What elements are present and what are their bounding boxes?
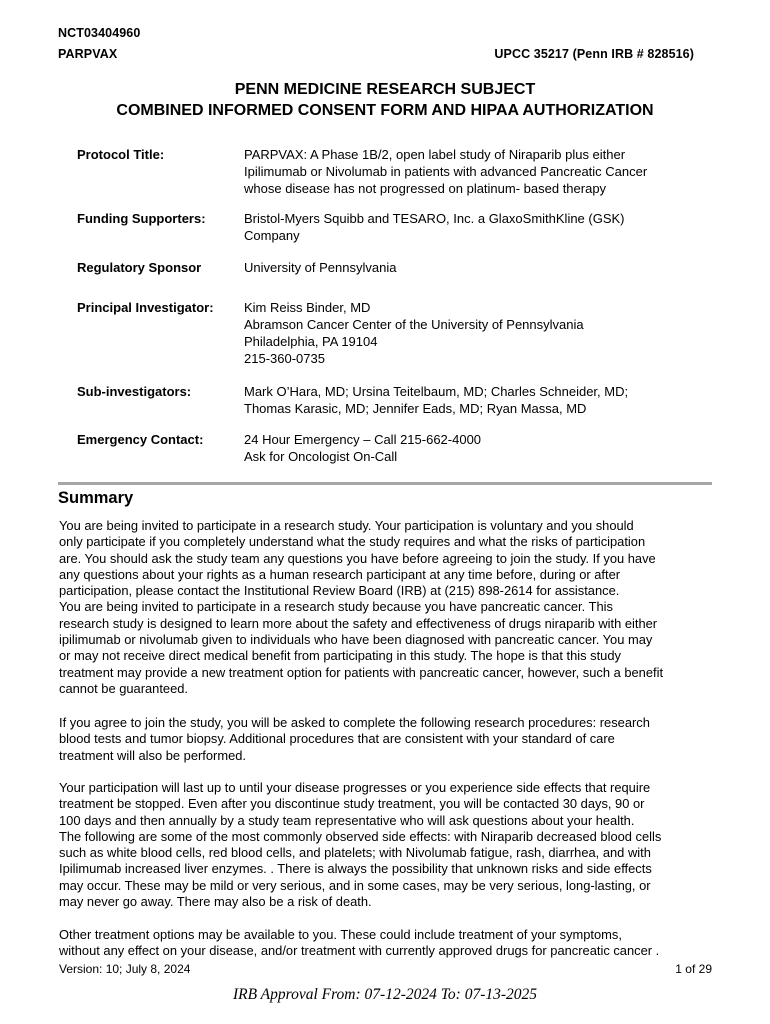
text-line: participation, please contact the Institutional Review Board (IRB) at (215) 898-2614 for assistance.: [59, 583, 620, 599]
text-line: are. You should ask the study team any questions you have before agreeing to join the study. If you have: [59, 550, 656, 566]
document-title-line-1: PENN MEDICINE RESEARCH SUBJECT: [234, 81, 536, 98]
regulatory-sponsor-value: [244, 259, 714, 276]
protocol-title-label: Protocol Title:: [77, 147, 165, 162]
text-line: treatment will also be performed.: [59, 747, 246, 763]
value-line: Thomas Karasic, MD; Jennifer Eads, MD; Ryan Massa, MD: [244, 401, 587, 416]
text-line: 100 days and then annually by a study team representative who will ask questions about your health.: [59, 812, 635, 828]
text-line: may never go away. There may also be a risk of death.: [59, 894, 372, 910]
value-line: Company: [244, 228, 300, 243]
principal-investigator-value: [244, 299, 714, 367]
study-short-title: PARPVAX: [58, 47, 118, 61]
value-line: Ask for Oncologist On-Call: [244, 449, 398, 464]
value-line: PARPVAX: A Phase 1B/2, open label study of Niraparib plus either: [244, 147, 626, 162]
value-line: Abramson Cancer Center of the University of Pennsylvania: [244, 317, 584, 332]
emergency-contact-value: [244, 431, 714, 465]
irb-approval-stamp: IRB Approval From: 07-12-2024 To: 07-13-2025: [232, 986, 538, 1003]
value-line: Ipilimumab or Nivolumab in patients with advanced Pancreatic Cancer: [244, 164, 648, 179]
text-line: Ipilimumab increased liver enzymes. . There is always the possibility that unknown risks and side effects: [59, 861, 652, 877]
text-line: ipilimumab or nivolumab given to individuals who have been diagnosed with pancreatic cancer. You may: [59, 632, 653, 648]
text-line: You are being invited to participate in a research study. Your participation is voluntary and you should: [59, 518, 634, 533]
text-line: may occur. These may be mild or very serious, and in some cases, may be very serious, long-lasting, or: [59, 877, 651, 893]
emergency-contact-label: Emergency Contact:: [77, 432, 204, 447]
text-line: You are being invited to participate in a research study because you have pancreatic cancer. This: [59, 599, 613, 615]
version-date: Version: 10; July 8, 2024: [59, 962, 191, 976]
regulatory-sponsor-label: Regulatory Sponsor: [77, 260, 202, 275]
page-number: 1 of 29: [675, 962, 712, 976]
value-line: Kim Reiss Binder, MD: [244, 300, 371, 315]
text-line: blood tests and tumor biopsy. Additional procedures that are consistent with your standard of care: [59, 731, 615, 747]
value-line: whose disease has not progressed on platinum- based therapy: [244, 181, 607, 196]
text-line: only participate if you completely understand what the study requires and what the risks of participation: [59, 534, 646, 550]
text-line: The following are some of the most commonly observed side effects: with Niraparib decreased blood cells: [59, 828, 662, 844]
protocol-title-value: [244, 146, 714, 197]
text-line: such as white blood cells, red blood cells, and platelets; with Nivolumab fatigue, rash, diarrhea, and with: [59, 845, 651, 861]
value-line: Philadelphia, PA 19104: [244, 334, 378, 349]
summary-paragraph-2: [59, 715, 719, 764]
summary-paragraph-1: [59, 518, 719, 697]
text-line: If you agree to join the study, you will be asked to complete the following research procedures: research: [59, 715, 650, 730]
summary-paragraph-4: [59, 927, 719, 960]
document-title-line-2: COMBINED INFORMED CONSENT FORM AND HIPAA AUTHORIZATION: [116, 102, 654, 119]
nct-number: NCT03404960: [58, 26, 141, 40]
summary-paragraph-3: [59, 780, 719, 910]
sub-investigators-label: Sub-investigators:: [77, 384, 192, 399]
value-line: Mark O’Hara, MD; Ursina Teitelbaum, MD; Charles Schneider, MD;: [244, 384, 629, 399]
text-line: any questions about your rights as a human research participant at any time before, during or after: [59, 566, 621, 582]
value-line: University of Pennsylvania: [244, 260, 397, 275]
funding-supporters-label: Funding Supporters:: [77, 211, 206, 226]
value-line: 24 Hour Emergency – Call 215-662-4000: [244, 432, 482, 447]
text-line: research study is designed to learn more about the safety and effectiveness of drugs niraparib with either: [59, 615, 658, 631]
text-line: Your participation will last up to until your disease progresses or you experience side effects that require: [59, 780, 651, 795]
sub-investigators-value: [244, 383, 714, 417]
text-line: or may not receive direct medical benefit from participating in this study. The hope is that this study: [59, 648, 621, 664]
section-divider: [58, 482, 712, 485]
value-line: Bristol-Myers Squibb and TESARO, Inc. a GlaxoSmithKline (GSK): [244, 211, 625, 226]
text-line: cannot be guaranteed.: [59, 680, 189, 696]
text-line: treatment be stopped. Even after you discontinue study treatment, you will be contacted 30 days, 90 or: [59, 796, 645, 812]
value-line: 215-360-0735: [244, 351, 325, 366]
principal-investigator-label: Principal Investigator:: [77, 300, 214, 315]
summary-heading: Summary: [58, 489, 134, 507]
text-line: Other treatment options may be available to you. These could include treatment of your symptoms,: [59, 927, 622, 942]
upcc-irb-number: UPCC 35217 (Penn IRB # 828516): [494, 47, 694, 61]
funding-supporters-value: [244, 210, 714, 244]
text-line: treatment may provide a new treatment option for patients with pancreatic cancer, however, such a benefit: [59, 664, 664, 680]
text-line: without any effect on your disease, and/or treatment with currently approved drugs for pancreatic cancer .: [59, 943, 660, 959]
